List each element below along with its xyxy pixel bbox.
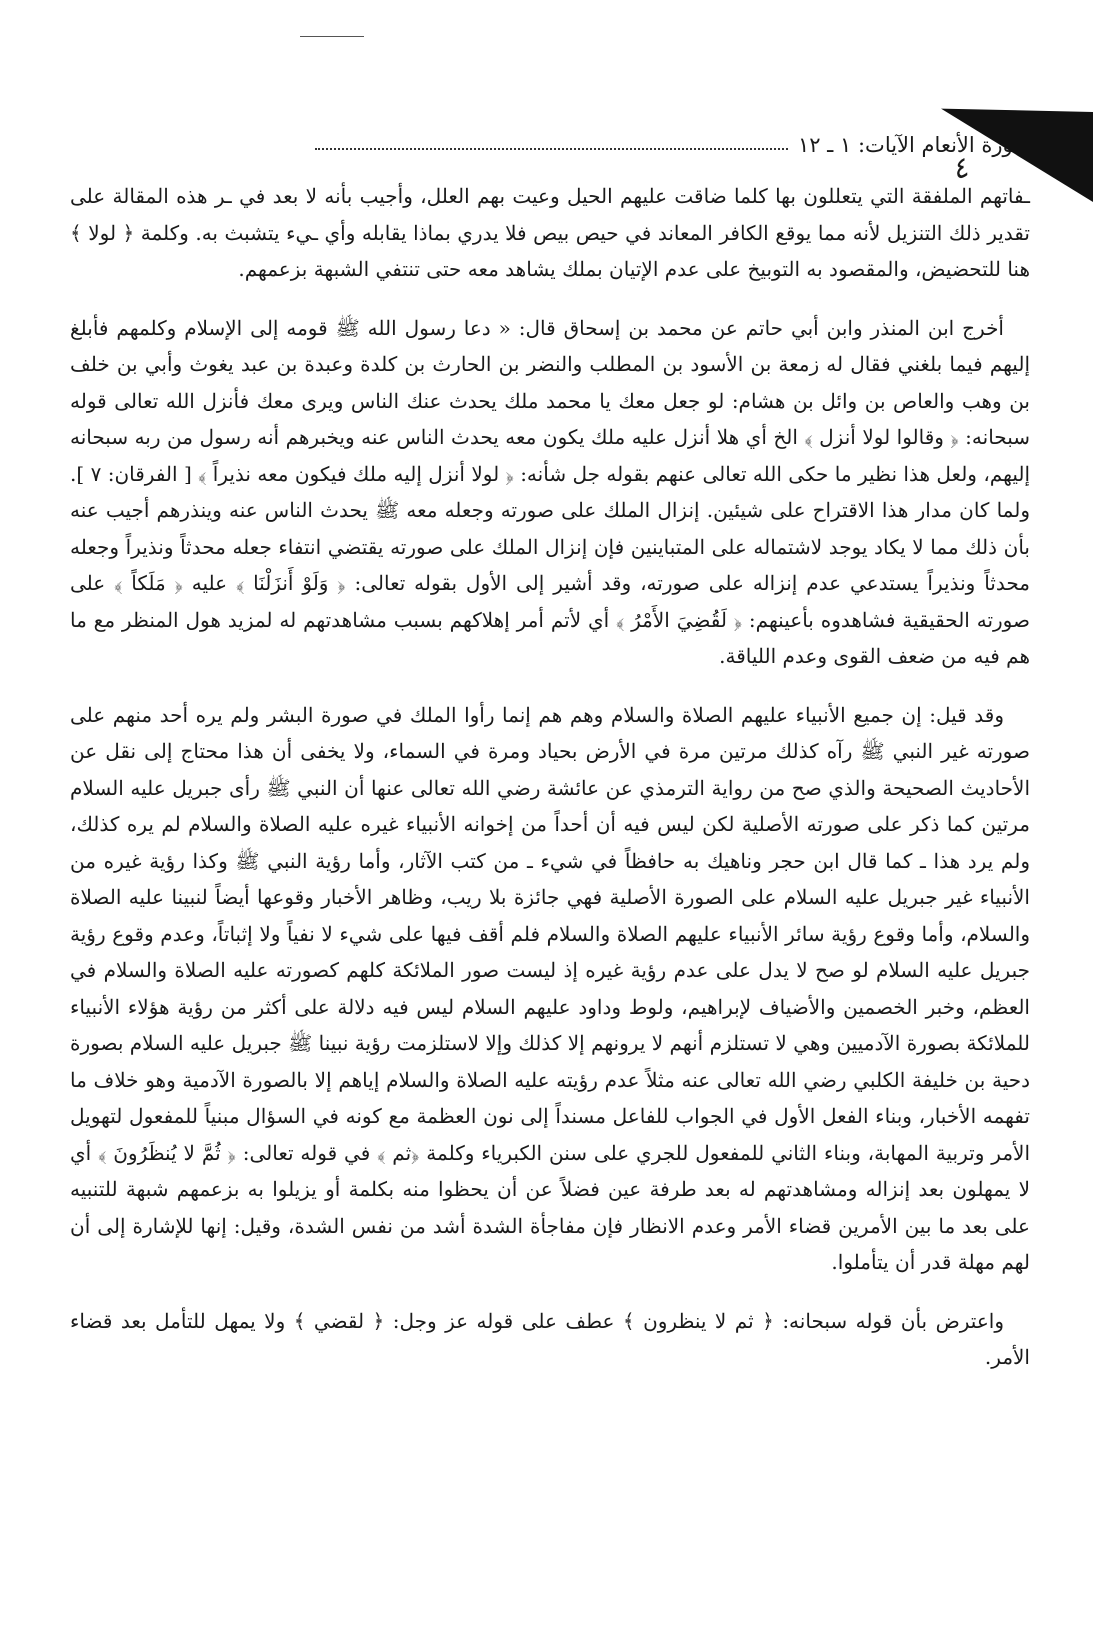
paragraph: وقد قيل: إن جميع الأنبياء عليهم الصلاة والسلام وهم هم إنما رأوا الملك في صورة البشر ولم يره أحد منهم على صورته غير النبي ﷺ رآه كذلك مرتين مرة في الأرض بحياد ومرة في السماء، ولا يخفى أن هذا محتاج إلى نقل عن الأحاديث الصحيحة والذي صح من رواية الترمذي عن عائشة رضي الله تعالى عنها أن النبي ﷺ رأى جبريل عليه السلام مرتين كما ذكر على صورته الأصلية لكن ليس فيه أن أحداً من إخوانه الأنبياء غيره عليه الصلاة والسلام لم يره كذلك، ولم يرد هذا ـ كما قال ابن حجر وناهيك به حافظاً في شيء ـ من كتب الآثار، وأما رؤية النبي ﷺ وكذا رؤية غيره من الأنبياء غير جبريل عليه السلام على الصورة الأصلية فهي جائزة بلا ريب، وظاهر الأخبار وقوعها أيضاً لنبينا عليه الصلاة والسلام، وأما وقوع رؤية سائر الأنبياء عليهم الصلاة والسلام فلم أقف فيها على شيء لا نفياً ولا إثباتاً، وعدم وقوع رؤية جبريل عليه السلام لو صح لا يدل على عدم رؤية غيره إذ ليست صور الملائكة كلهم كصورته عليه الصلاة والسلام في العظم، وخبر الخصمين والأضياف لإبراهيم، ولوط وداود عليهم السلام ليس فيه دلالة على أكثر من رؤية هؤلاء الأنبياء للملائكة بصورة الآدميين وهي لا تستلزم أنهم لا يرونهم إلا كذلك وإلا لاستلزمت رؤية نبينا ﷺ جبريل عليه السلام بصورة دحية بن خليفة الكلبي رضي الله تعالى عنه مثلاً عدم رؤيته عليه الصلاة والسلام إياهم إلا بالصورة الآدمية وهو خلاف ما تفهمه الأخبار، وبناء الفعل الأول في الجواب للفاعل مسنداً إلى نون العظمة مع كونه في السؤال مبنياً للمفعول لتهويل الأمر وتربية المهابة، وبناء الثاني للمفعول للجري على سنن الكبرياء وكلمة ﴿ثم ﴾ في قوله تعالى: ﴿ ثُمَّ لا يُنظَرُونَ ﴾ أي لا يمهلون بعد إنزاله ومشاهدتهم له بعد طرفة عين فضلاً عن أن يحظوا منه بكلمة أو يزيلوا به بزعمهم شبهة للتنبيه على بعد ما بين الأمرين قضاء الأمر وعدم الانظار فإن مفاجأة الشدة أشد من نفس الشدة، وقيل: إنها للإشارة إلى أن لهم مهلة قدر أن يتأملوا.	[70, 702, 1030, 1274]
chapter-title: سورة الأنعام الآيات: ١ ـ ١٢	[797, 133, 1031, 157]
paragraph: واعترض بأن قوله سبحانه: ﴿ ثم لا ينظرون ﴾ عطف على قوله عز وجل: ﴿ لقضي ﴾ ولا يمهل للتأمل بعد قضاء الأمر.	[70, 1308, 1030, 1369]
running-header	[311, 128, 1031, 162]
handwritten-page-mark: ٤	[947, 150, 972, 187]
top-rule	[300, 36, 364, 37]
page-body	[70, 178, 1030, 1376]
paragraph: أخرج ابن المنذر وابن أبي حاتم عن محمد بن إسحاق قال: « دعا رسول الله ﷺ قومه إلى الإسلام وكلمهم فأبلغ إليهم فيما بلغني فقال له زمعة بن الأسود بن المطلب والنضر بن الحارث بن كلدة وعبدة بن عبد يغوث وأبي بن خلف بن وهب والعاص بن وائل بن هشام: لو جعل معك يا محمد ملك يحدث عنك الناس ويرى معك فأنزل الله تعالى قوله سبحانه: ﴿ وقالوا لولا أنزل ﴾ الخ أي هلا أنزل عليه ملك يكون معه يحدث الناس عنه ويخبرهم أنه رسول من ربه سبحانه إليهم، ولعل هذا نظير ما حكى الله تعالى عنهم بقوله جل شأنه: ﴿ لولا أنزل إليه ملك فيكون معه نذيراً ﴾ [ الفرقان: ٧ ]. ولما كان مدار هذا الاقتراح على شيئين. إنزال الملك على صورته وجعله معه ﷺ يحدث الناس عنه وينذرهم أجيب عنه بأن ذلك مما لا يكاد يوجد لاشتماله على المتباينين فإن إنزال الملك على صورته يقتضي انتفاء جعله محدثاً ونذيراً وجعله محدثاً ونذيراً يستدعي عدم إنزاله على صورته، وقد أشير إلى الأول بقوله تعالى: ﴿ وَلَوْ أَنزَلْنَا ﴾ عليه ﴿ مَلَكاً ﴾ على صورته الحقيقية فشاهدوه بأعينهم: ﴿ لَقُضِيَ الأَمْرُ ﴾ أي لأتم أمر إهلاكهم بسبب مشاهدتهم له لمزيد هول المنظر مع ما هم فيه من ضعف القوى وعدم اللياقة.	[70, 315, 1030, 668]
paragraph: ـفاتهم الملفقة التي يتعللون بها كلما ضاقت عليهم الحيل وعيت بهم العلل، وأجيب بأنه لا بعد في ـر هذه المقالة على تقدير ذلك التنزيل لأنه مما يوقع الكافر المعاند في حيص بيص فلا يدري بماذا يقابله وأي ـيء يتشبث به. وكلمة ﴿ لولا ﴾ هنا للتحضيض، والمقصود به التوبيخ على عدم الإتيان بملك يشاهد معه حتى تنتفي الشبهة بزعمهم.	[70, 184, 1030, 281]
header-dot-leader	[315, 148, 788, 150]
